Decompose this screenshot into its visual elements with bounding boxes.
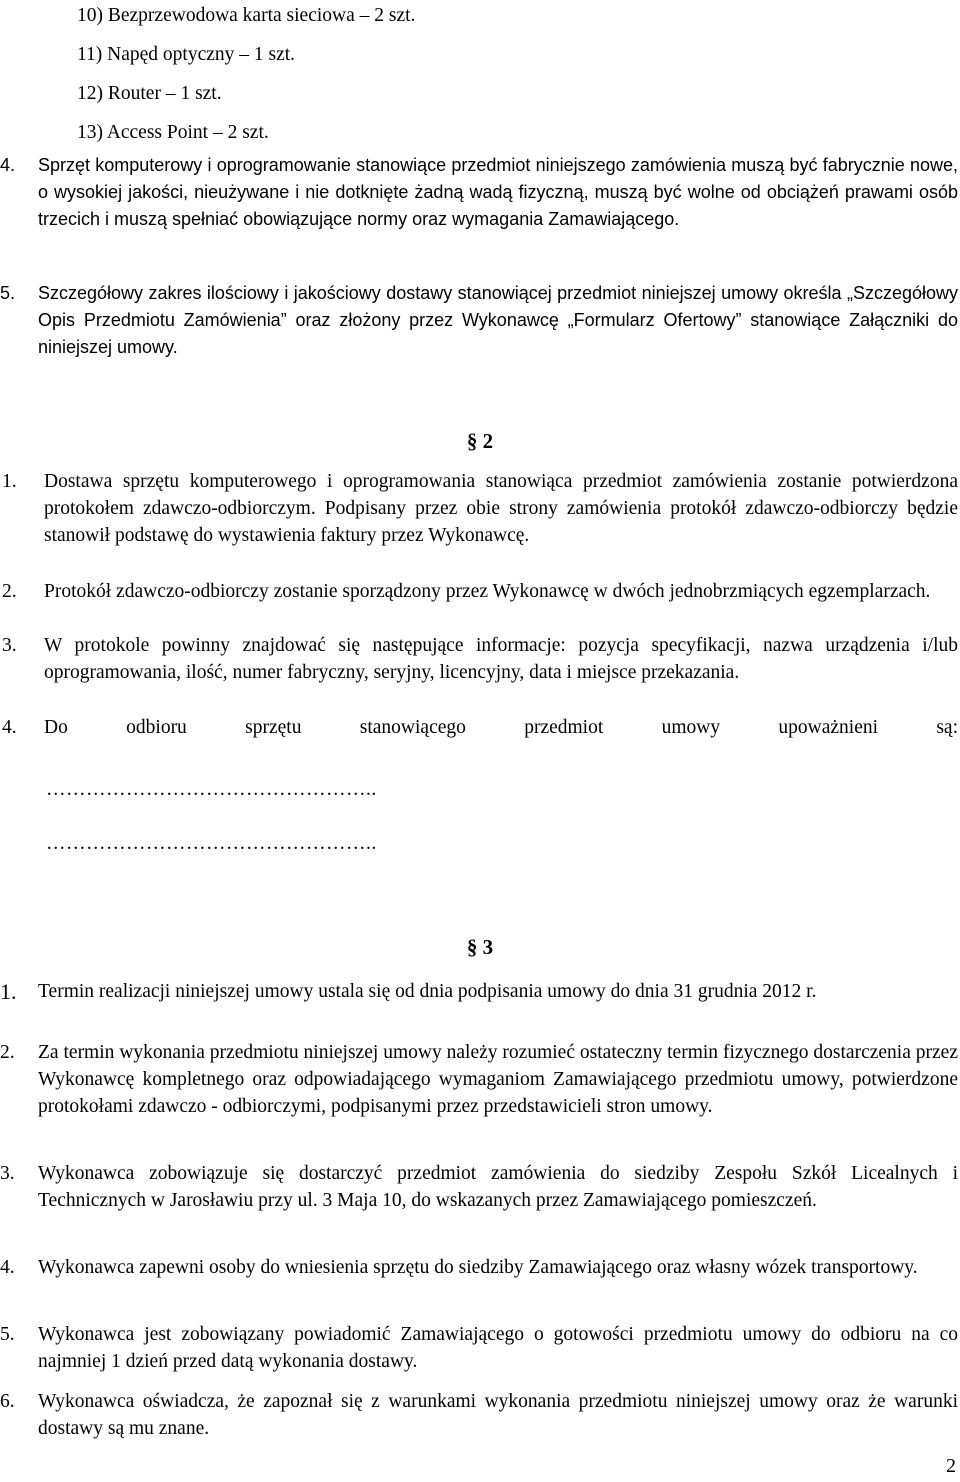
item-number: 5.	[0, 283, 16, 303]
list-item: 12) Router – 1 szt.	[77, 83, 222, 104]
paragraph-item	[0, 1254, 958, 1281]
paragraph-item	[0, 280, 958, 361]
item-number: 4.	[0, 155, 16, 175]
item-text: W protokole powinny znajdować się następujące informacje: pozycja specyfikacji, nazwa urządzenia i/lub oprogramowania, ilość, numer fabryczny, seryjny, licencyjny, data i miejsce przekazania.	[44, 635, 958, 683]
paragraph-item	[0, 1039, 958, 1120]
paragraph-item	[0, 632, 958, 686]
item-number: 2.	[0, 1042, 15, 1063]
item-number: 5.	[0, 1324, 15, 1345]
item-text: Szczegółowy zakres ilościowy i jakościowy dostawy stanowiącej przedmiot niniejszej umowy określa „Szczegółowy Opis Przedmiotu Zamówienia” oraz złożony przez Wykonawcę „Formularz Ofertowy” stanowiące Załączniki do niniejszej umowy.	[38, 283, 958, 357]
item-text: Sprzęt komputerowy i oprogramowanie stanowiące przedmiot niniejszego zamówienia muszą być fabrycznie nowe, o wysokiej jakości, nieużywane i nie dotknięte żadną wadą fizyczną, muszą być wolne od obciążeń prawami osób trzecich i muszą spełniać obowiązujące normy oraz wymagania Zamawiającego.	[38, 155, 958, 229]
paragraph-item	[0, 978, 958, 1005]
item-text: Termin realizacji niniejszej umowy ustala się od dnia podpisania umowy do dnia 31 grudnia 2012 r.	[38, 981, 817, 1002]
list-item: 13) Access Point – 2 szt.	[77, 122, 269, 143]
equipment-list	[77, 2, 415, 158]
item-text: Wykonawca zobowiązuje się dostarczyć przedmiot zamówienia do siedziby Zespołu Szkół Licealnych i Technicznych w Jarosławiu przy ul. 3 Maja 10, do wskazanych przez Zamawiającego pomieszczeń.	[38, 1163, 958, 1211]
list-item: 10) Bezprzewodowa karta sieciowa – 2 szt.	[77, 5, 416, 26]
paragraph-item	[0, 1321, 958, 1375]
item-number: 1.	[2, 471, 17, 492]
item-text: Za termin wykonania przedmiotu niniejszej umowy należy rozumieć ostateczny termin fizycznego dostarczenia przez Wykonawcę kompletnego oraz odpowiadającego wymaganiom Zamawiającego przedmiotu umowy, potwierdzone protokołami zdawczo - odbiorczymi, podpisanymi przez przedstawicieli stron umowy.	[38, 1042, 958, 1117]
item-number: 4.	[2, 717, 17, 738]
item-number: 6.	[0, 1391, 15, 1412]
paragraph-item	[0, 578, 958, 605]
item-number: 4.	[0, 1257, 15, 1278]
item-number: 3.	[0, 1163, 15, 1184]
paragraph-item	[0, 714, 958, 741]
signature-dotted-line: …………………………………………..	[46, 779, 377, 800]
item-text: Protokół zdawczo-odbiorczy zostanie sporządzony przez Wykonawcę w dwóch jednobrzmiących egzemplarzach.	[44, 581, 931, 602]
item-text: Do odbioru sprzętu stanowiącego przedmiot umowy upoważnieni są:	[44, 717, 958, 738]
item-number: 2.	[2, 581, 17, 602]
list-item: 11) Napęd optyczny – 1 szt.	[77, 44, 296, 65]
page-number: 2	[946, 1455, 956, 1477]
item-number: 3.	[2, 635, 17, 656]
paragraph-item	[0, 468, 958, 549]
item-text: Wykonawca jest zobowiązany powiadomić Zamawiającego o gotowości przedmiotu umowy do odbioru na co najmniej 1 dzień przed datą wykonania dostawy.	[38, 1324, 958, 1372]
item-number: 1.	[0, 979, 17, 1004]
item-text: Wykonawca zapewni osoby do wniesienia sprzętu do siedziby Zamawiającego oraz własny wózek transportowy.	[38, 1257, 918, 1278]
section-heading: § 3	[466, 935, 494, 959]
signature-dotted-line: …………………………………………..	[46, 833, 377, 854]
item-text: Wykonawca oświadcza, że zapoznał się z warunkami wykonania przedmiotu niniejszej umowy oraz że warunki dostawy są mu znane.	[38, 1391, 958, 1439]
paragraph-item	[0, 152, 958, 233]
paragraph-item	[0, 1388, 958, 1442]
paragraph-item	[0, 1160, 958, 1214]
section-heading: § 2	[466, 429, 494, 453]
item-text: Dostawa sprzętu komputerowego i oprogramowania stanowiąca przedmiot zamówienia zostanie potwierdzona protokołem zdawczo-odbiorczym. Podpisany przez obie strony zamówienia protokół zdawczo-odbiorczy będzie stanowił podstawę do wystawienia faktury przez Wykonawcę.	[44, 471, 958, 546]
